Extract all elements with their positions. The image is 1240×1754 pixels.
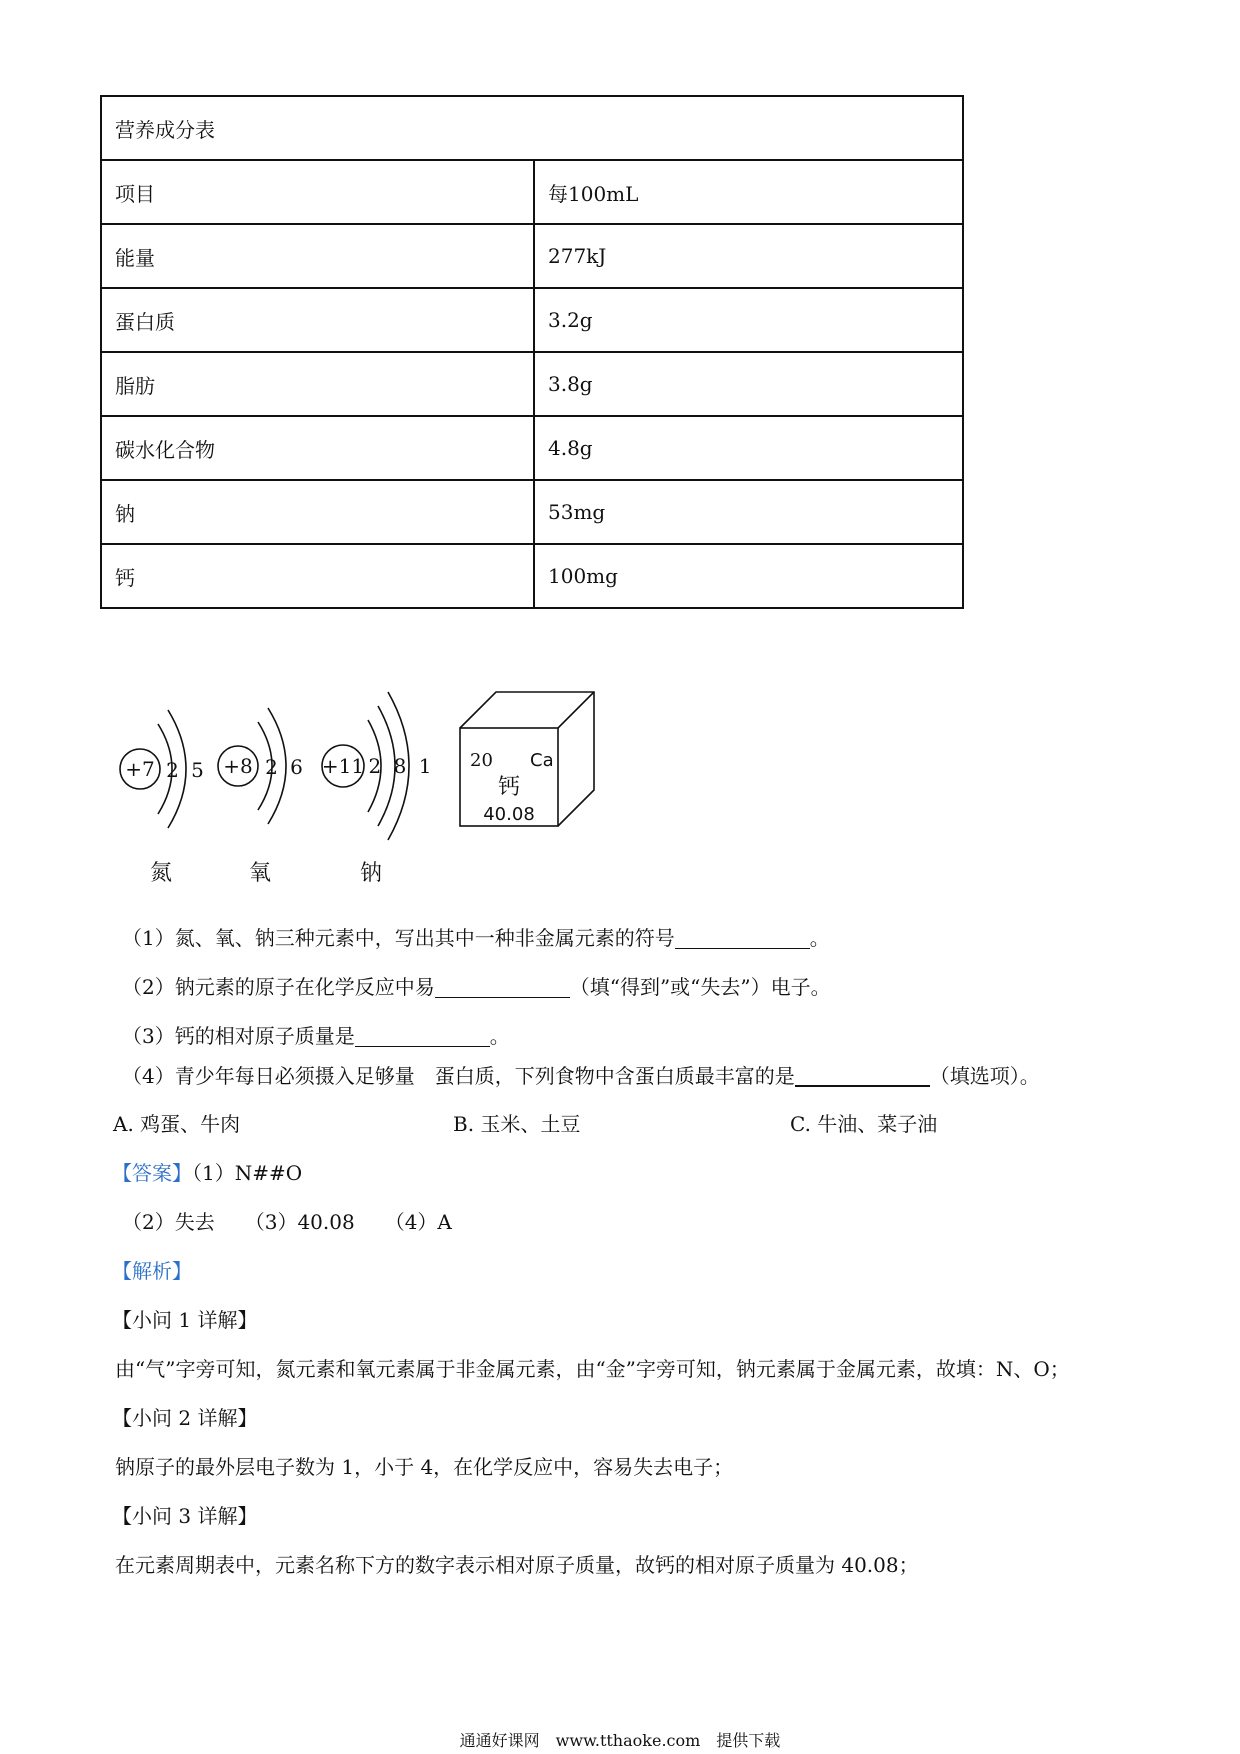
table-cell: 碳水化合物 [101,416,534,480]
element-name: 钙 [497,775,521,800]
sodium-atom-diagram [322,692,432,840]
option-c: C. 牛油、菜子油 [790,1112,938,1136]
nitrogen-label: 氮 [149,861,173,886]
oxygen-nucleus-charge: +8 [223,754,253,778]
question-3-end: 。 [489,1024,510,1048]
option-b: B. 玉米、土豆 [453,1112,581,1136]
page-footer: 通通好课网 www.tthaoke.com 提供下载 [459,1731,781,1750]
table-cell: 钙 [101,544,534,608]
table-cell: 4.8g [534,416,963,480]
analysis-tag [112,1255,192,1284]
answer-tag: 【答案】 [112,1161,192,1185]
section-1-head: 【小问 1 详解】 [112,1308,258,1332]
table-row [101,480,963,544]
answer-blank [675,926,810,949]
question-2 [122,971,831,1000]
oxygen-atom-diagram [218,708,303,824]
table-cell: 项目 [101,160,534,224]
question-1-text: （1）氮、氧、钠三种元素中，写出其中一种非金属元素的符号 [122,926,675,950]
sodium-electron-counts: 2 8 1 [368,754,432,778]
table-cell: 钠 [101,480,534,544]
table-cell: 277kJ [534,224,963,288]
answer-blank [435,975,570,998]
atomic-number: 20 [470,750,493,771]
table-cell: 100mg [534,544,963,608]
table-cell: 3.2g [534,288,963,352]
answer-blank [795,1063,930,1087]
table-cell: 3.8g [534,352,963,416]
nitrogen-nucleus-charge: +7 [125,757,155,781]
question-2-end: （填“得到”或“失去”）电子。 [569,975,831,999]
question-1 [122,922,830,951]
table-cell: 每100mL [534,160,963,224]
question-3-text: （3）钙的相对原子质量是 [122,1024,355,1048]
question-4 [122,1060,1040,1089]
atomic-mass: 40.08 [483,804,535,825]
table-row [101,416,963,480]
section-3-text: 在元素周期表中，元素名称下方的数字表示相对原子质量，故钙的相对原子质量为 40.08； [115,1553,919,1577]
calcium-element-card [460,692,594,826]
answer-text-1: （1）N##O [192,1161,303,1185]
table-row [101,288,963,352]
analysis-tag-text: 【解析】 [112,1259,192,1283]
nutrition-table [100,95,964,609]
sodium-label: 钠 [359,861,383,886]
table-row [101,224,963,288]
question-1-end: 。 [809,926,830,950]
table-row [101,160,963,224]
answer-line-1 [112,1157,302,1186]
atomic-structure-figure [0,680,640,900]
oxygen-electron-counts: 2 6 [265,755,303,779]
table-cell: 蛋白质 [101,288,534,352]
table-cell: 53mg [534,480,963,544]
nitrogen-atom-diagram [120,710,204,828]
table-cell: 脂肪 [101,352,534,416]
question-4-end: （填选项）。 [929,1064,1040,1088]
question-2-text: （2）钠元素的原子在化学反应中易 [122,975,435,999]
question-4-text: （4）青少年每日必须摄入足够量 蛋白质，下列食物中含蛋白质最丰富的是 [122,1064,795,1088]
table-title-row [101,96,963,160]
element-symbol: Ca [530,750,554,771]
question-3 [122,1020,510,1049]
section-1-text: 由“气”字旁可知，氮元素和氧元素属于非金属元素，由“金”字旁可知，钠元素属于金属元素，故填：N、O； [115,1357,1070,1381]
table-row [101,544,963,608]
answer-blank [355,1024,490,1047]
sodium-nucleus-charge: +11 [321,754,365,778]
nitrogen-electron-counts: 2 5 [166,758,204,782]
section-2-text: 钠原子的最外层电子数为 1，小于 4，在化学反应中，容易失去电子； [115,1455,734,1479]
option-a: A. 鸡蛋、牛肉 [113,1112,241,1136]
section-2-head: 【小问 2 详解】 [112,1406,258,1430]
answer-line-2: （2）失去 （3）40.08 （4）A [122,1210,452,1234]
table-title: 营养成分表 [101,96,963,160]
oxygen-label: 氧 [248,861,272,886]
table-row [101,352,963,416]
cube-edge [558,692,594,728]
table-cell: 能量 [101,224,534,288]
section-3-head: 【小问 3 详解】 [112,1504,258,1528]
